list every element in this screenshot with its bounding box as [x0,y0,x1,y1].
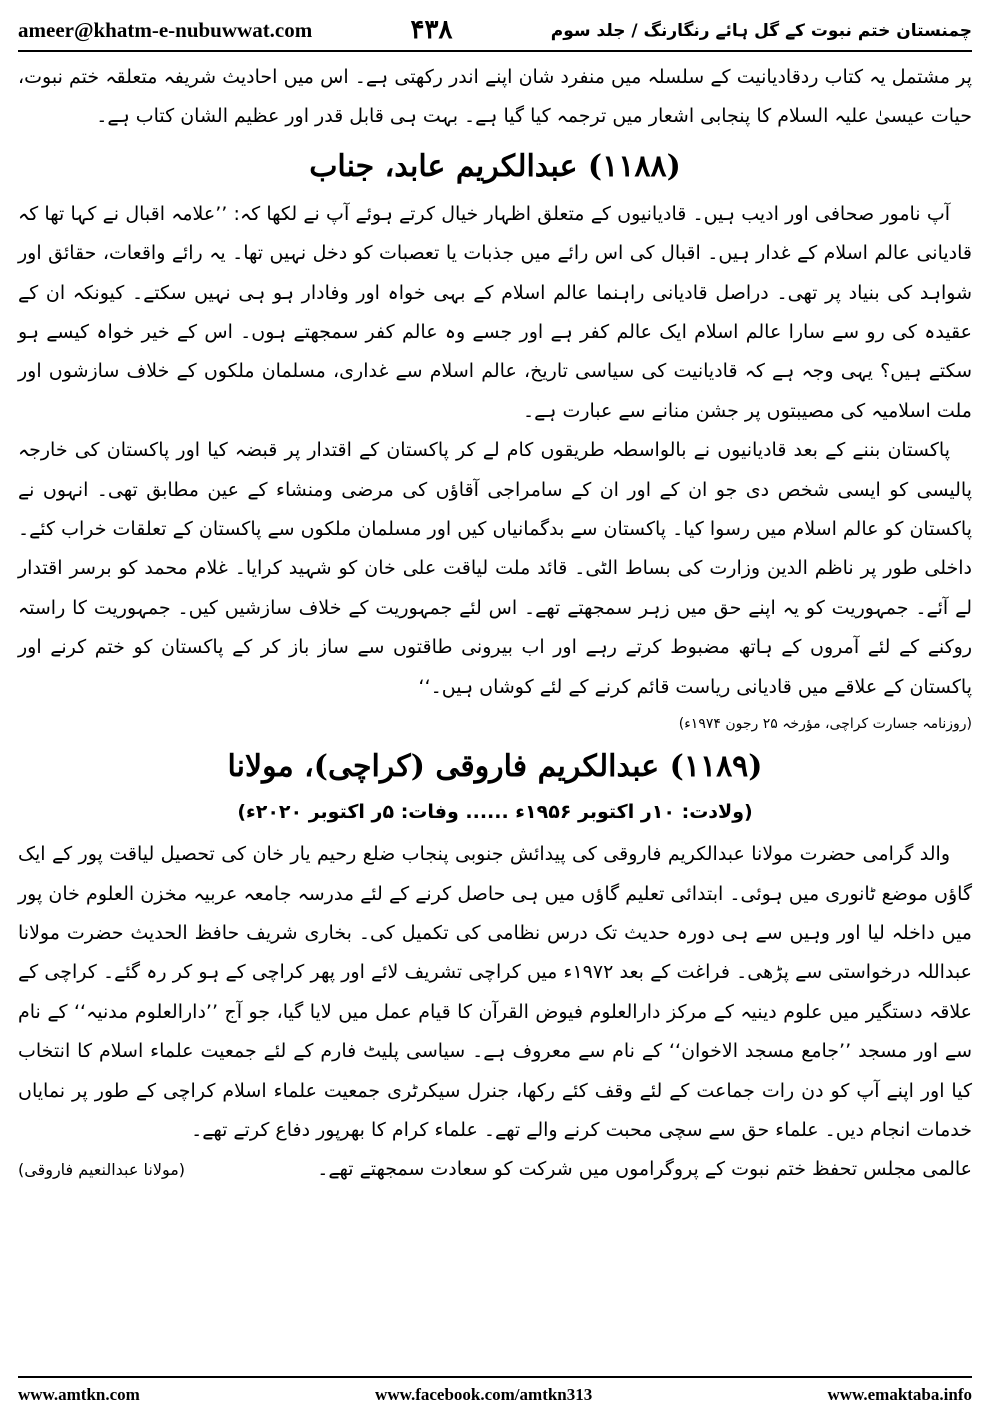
closing-line [18,1150,972,1189]
page-number: ۴۳۸ [410,15,453,45]
closing-text: عالمی مجلس تحفظ ختم نبوت کے پروگراموں میں شرکت کو سعادت سمجھتے تھے۔ [317,1158,972,1181]
section-heading-1189: (۱۱۸۹) عبدالکریم فاروقی (کراچی)، مولانا [227,749,763,785]
paragraph: والد گرامی حضرت مولانا عبدالکریم فاروقی کی پیدائش جنوبی پنجاب ضلع رحیم یار خان کی تحصیل لیاقت پور کے ایک گاؤں موضع ٹانوری میں ہوئی۔ ابتدائی تعلیم گاؤں میں ہی حاصل کرنے کے لئے مدرسہ جامعہ عربیہ مخزن العلوم خان پور میں داخلہ لیا اور وہیں سے ہی دورہ حدیث تک درس نظامی کی تکمیل کی۔ بخاری شریف حافظ الحدیث حضرت مولانا عبداللہ درخواستی سے پڑھی۔ فراغت کے بعد ۱۹۷۲ء میں کراچی تشریف لائے اور پھر کراچی کے ہو کر رہ گئے۔ کراچی کے علاقہ دستگیر میں علوم دینیہ کے مرکز دارالعلوم فیوض القرآن کا قیام عمل میں لایا گیا، جو آج ’’دارالعلوم مدنیہ‘‘ کے نام سے اور مسجد ’’جامع مسجد الاخوان‘‘ کے نام سے معروف ہے۔ سیاسی پلیٹ فارم کے لئے جمعیت علماء اسلام کا انتخاب کیا اور اپنے آپ کو دن رات جماعت کے لئے وقف کئے رکھا، جنرل سیکرٹری جمعیت علماء اسلام کراچی کے طور پر نمایاں خدمات انجام دیں۔ علماء حق سے سچی محبت کرنے والے تھے۔ علماء کرام کا بھرپور دفاع کرتے تھے۔ [18,843,973,1141]
paragraph: پاکستان بننے کے بعد قادیانیوں نے بالواسطہ طریقوں کام لے کر پاکستان کے اقتدار پر قبضہ کیا اور پاکستان کی خارجہ پالیسی کو ایسی شخص دی جو ان کے اور ان کے سامراجی آقاؤں کی مرضی ومنشاء کے عین مطابق تھی۔ انہوں نے پاکستان کو عالم اسلام میں رسوا کیا۔ پاکستان سے بدگمانیاں کیں اور مسلمان ملکوں سے پاکستان کے تعلقات خراب کئے۔ داخلی طور پر ناظم الدین وزارت کی بساط الٹی۔ قائد ملت لیاقت علی خان کو شہید کرایا۔ غلام محمد کو برسر اقتدار لے آئے۔ جمہوریت کو یہ اپنے حق میں زہر سمجھتے تھے۔ اس لئے جمہوریت کے خلاف سازشیں کیں۔ جمہوریت کا راستہ روکنے کے لئے آمروں کے ہاتھ مضبوط کرتے رہے اور اب بیرونی طاقتوں سے ساز باز کر کے پاکستان کو ختم کرنے اور پاکستان کے علاقے میں قادیانی ریاست قائم کرنے کے لئے کوشاں ہیں۔‘‘ [18,439,972,698]
paragraph: آپ نامور صحافی اور ادیب ہیں۔ قادیانیوں کے متعلق اظہار خیال کرتے ہوئے آپ نے لکھا کہ: ’’علامہ اقبال نے کہا تھا کہ قادیانی عالم اسلام کے غدار ہیں۔ اقبال کی اس رائے میں جذبات یا تعصبات کو دخل نہیں تھا۔ یہ رائے واقعات، حقائق اور شواہد کی بنیاد پر تھی۔ دراصل قادیانی راہنما عالم اسلام کے بہی خواہ اور وفادار ہو ہی نہیں سکتے۔ کیونکہ ان کے عقیدہ کی رو سے سارا عالم اسلام ایک عالم کفر ہے اور جسے وہ عالم کفر سمجھتے ہوں۔ اس کے خیر خواہ کیسے ہو سکتے ہیں؟ یہی وجہ ہے کہ قادیانیت کی سیاسی تاریخ، عالم اسلام سے غداری، مسلمان ملکوں کے خلاف سازشوں اور ملت اسلامیہ کی مصیبتوں پر جشن منانے سے عبارت ہے۔ [18,202,972,422]
footer-link-amtkn[interactable]: www.amtkn.com [18,1385,140,1404]
author-signature: (مولانا عبدالنعیم فاروقی) [18,1160,186,1180]
section-heading-1188: (۱۱۸۸) عبدالکریم عابد، جناب [309,148,681,184]
header-email[interactable]: ameer@khatm-e-nubuwwat.com [18,17,313,42]
footer-link-emaktaba[interactable]: www.emaktaba.info [827,1385,972,1404]
page-header [18,10,972,52]
page-footer [18,1376,972,1412]
intro-paragraph: پر مشتمل یہ کتاب ردقادیانیت کے سلسلہ میں منفرد شان اپنے اندر رکھتی ہے۔ اس میں احادیث شریفہ متعلقہ ختم نبوت، حیات عیسیٰ علیہ السلام کا پنجابی اشعار میں ترجمہ کیا گیا ہے۔ بہت ہی قابل قدر اور عظیم الشان کتاب ہے۔ [18,66,972,128]
birth-death-dates: (ولادت: ۱۰ر اکتوبر ۱۹۵۶ء ...... وفات: ۵ر اکتوبر ۲۰۲۰ء) [237,801,753,824]
footer-link-facebook[interactable]: www.facebook.com/amtkn313 [375,1385,593,1404]
reference-citation: (روزنامہ جسارت کراچی، مؤرخہ ۲۵ رجون ۱۹۷۴ء) [678,716,972,733]
book-title: چمنستان ختم نبوت کے گل ہائے رنگارنگ / جلد سوم [550,20,972,41]
page-body [18,58,972,1190]
